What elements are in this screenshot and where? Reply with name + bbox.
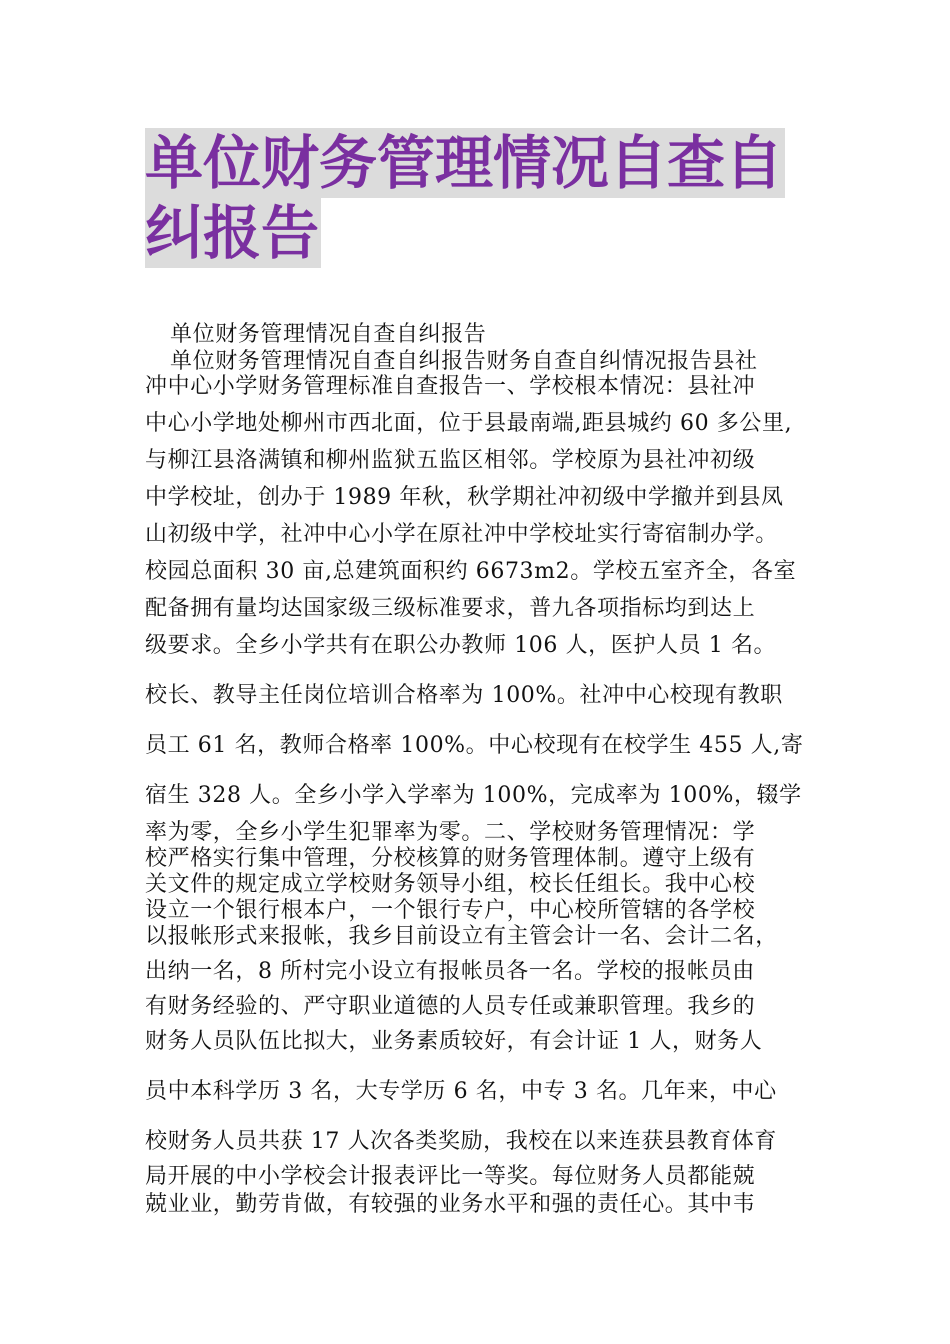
body-line: 率为零，全乡小学生犯罪率为零。二、学校财务管理情况：学 [145, 820, 756, 845]
body-line: 中心小学地处柳州市西北面，位于县最南端,距县城约 60 多公里, [145, 411, 793, 436]
body-line: 员工 61 名，教师合格率 100%。中心校现有在校学生 455 人,寄 [145, 733, 804, 758]
body-line: 与柳江县洛满镇和柳州监狱五监区相邻。学校原为县社冲初级 [145, 448, 756, 473]
body-line: 财务人员队伍比拟大，业务素质较好，有会计证 1 人，财务人 [145, 1029, 763, 1054]
body-line: 中学校址，创办于 1989 年秋，秋学期社冲初级中学撤并到县凤 [145, 485, 784, 510]
body-line: 有财务经验的、严守职业道德的人员专任或兼职管理。我乡的 [145, 994, 756, 1019]
body-line: 局开展的中小学校会计报表评比一等奖。每位财务人员都能兢 [145, 1164, 756, 1189]
body-line: 兢业业，勤劳肯做，有较强的业务水平和强的责任心。其中韦 [145, 1192, 756, 1217]
body-line: 设立一个银行根本户，一个银行专户，中心校所管辖的各学校 [145, 898, 756, 923]
body-line: 单位财务管理情况自查自纠报告 [170, 322, 487, 347]
body-line: 校长、教导主任岗位培训合格率为 100%。社冲中心校现有教职 [145, 683, 783, 708]
body-line: 冲中心小学财务管理标准自查报告一、学校根本情况：县社冲 [145, 374, 756, 399]
body-line: 员中本科学历 3 名，大专学历 6 名，中专 3 名。几年来，中心 [145, 1079, 777, 1104]
body-line: 山初级中学，社冲中心小学在原社冲中学校址实行寄宿制办学。 [145, 522, 778, 547]
body-line: 宿生 328 人。全乡小学入学率为 100%，完成率为 100%，辍学 [145, 783, 802, 808]
body-line: 校严格实行集中管理，分校核算的财务管理体制。遵守上级有 [145, 846, 756, 871]
document-title [145, 128, 815, 268]
body-line: 级要求。全乡小学共有在职公办教师 106 人，医护人员 1 名。 [145, 633, 777, 658]
title-line-2: 纠报告 [145, 199, 320, 267]
body-line: 以报帐形式来报帐，我乡目前设立有主管会计一名、会计二名， [145, 924, 778, 949]
body-line: 校园总面积 30 亩,总建筑面积约 6673m2。学校五室齐全，各室 [145, 559, 797, 584]
body-line: 出纳一名，8 所村完小设立有报帐员各一名。学校的报帐员由 [145, 959, 755, 984]
body-line: 单位财务管理情况自查自纠报告财务自查自纠情况报告县社 [170, 349, 758, 374]
body-line: 配备拥有量均达国家级三级标准要求，普九各项指标均到达上 [145, 596, 756, 621]
body-line: 关文件的规定成立学校财务领导小组，校长任组长。我中心校 [145, 872, 756, 897]
title-line-1: 单位财务管理情况自查自 [145, 129, 784, 197]
body-line: 校财务人员共获 17 人次各类奖励，我校在以来连获县教育体育 [145, 1129, 777, 1154]
